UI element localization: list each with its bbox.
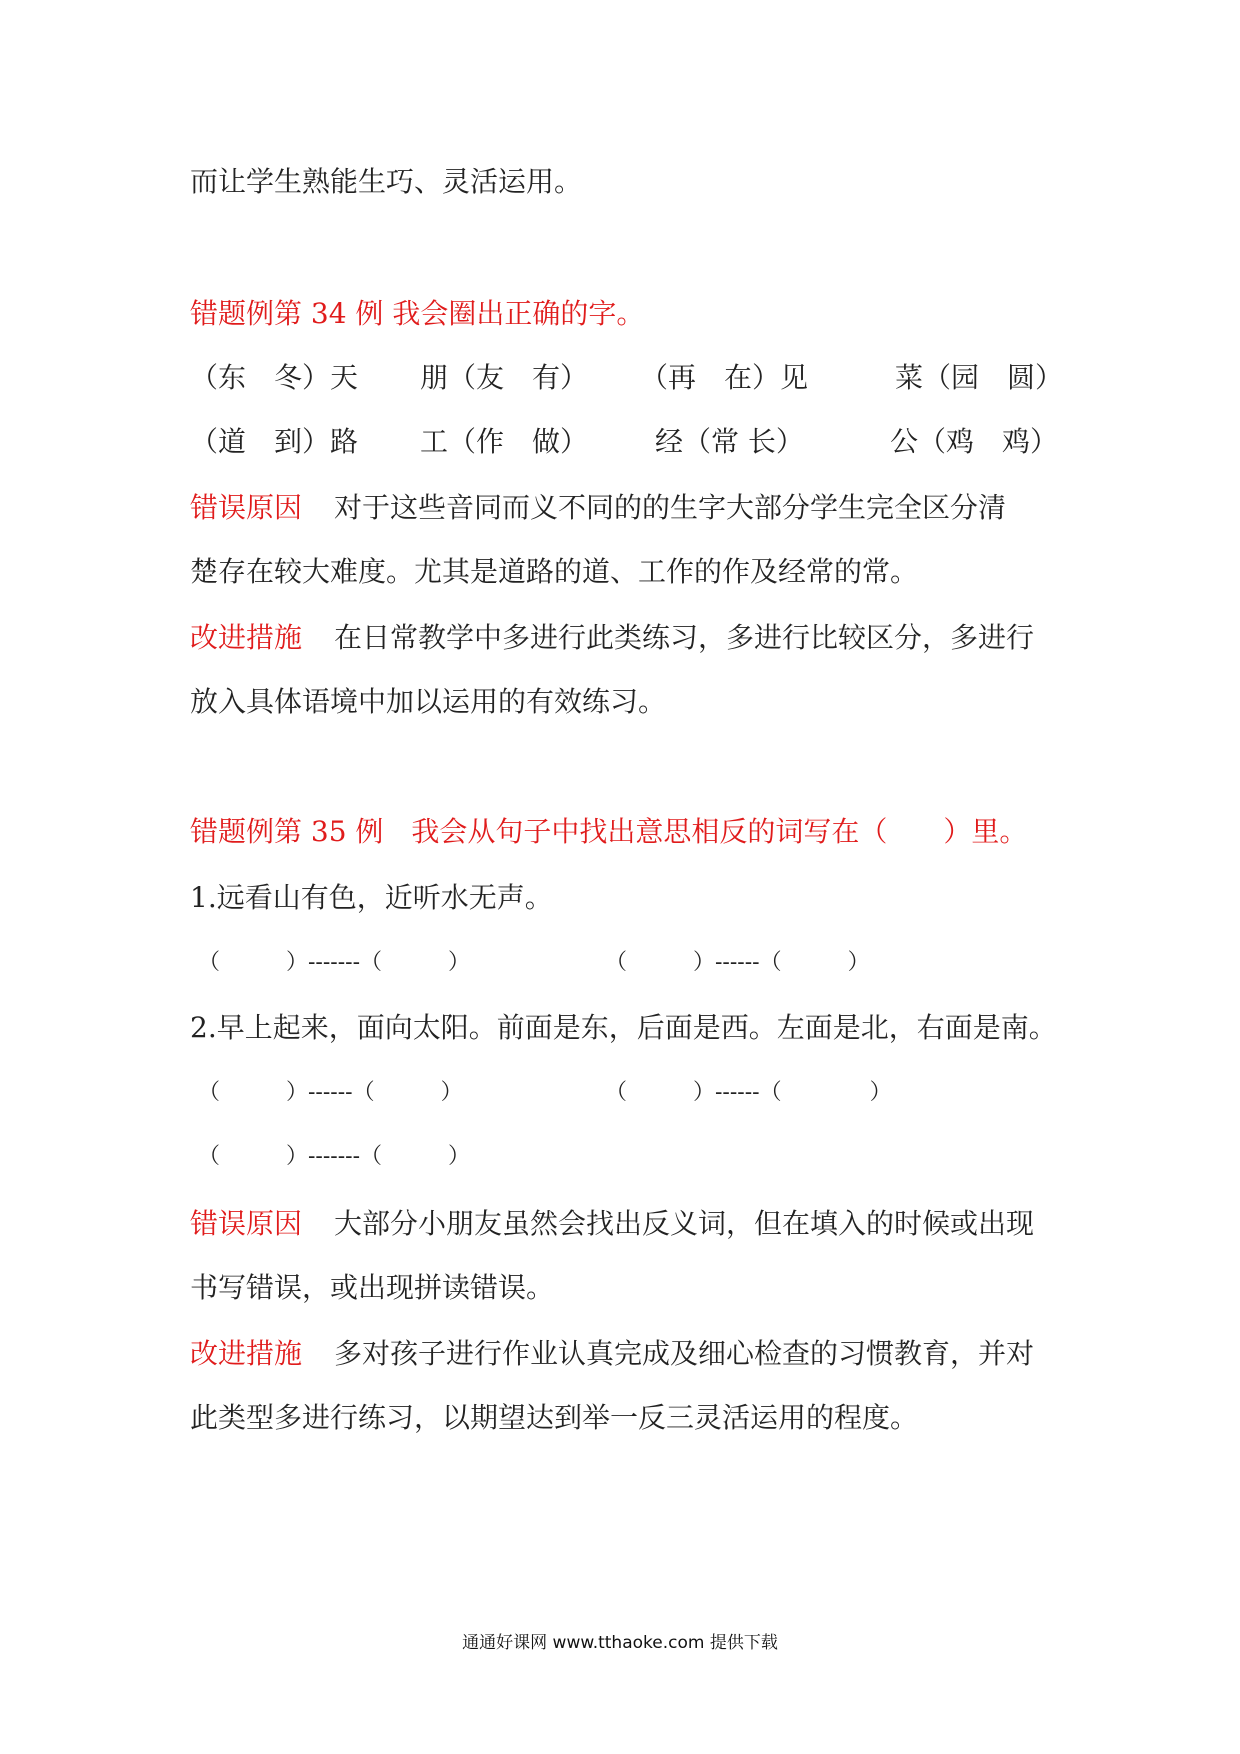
reason-35-line-1 [190,1206,1034,1242]
choice-item: （东 冬）天 [190,361,359,394]
choice-item: （道 到）路 [190,425,359,458]
intro-tail-text: 而让学生熟能生巧、灵活运用。 [190,165,583,198]
reason-label: 错误原因 [190,491,303,524]
page-footer: 通通好课网 www.tthaoke.com 提供下载 [462,1633,778,1653]
reason-label: 错误原因 [190,1207,303,1240]
reason-text: 对于这些音同而义不同的的生字大部分学生完全区分清 [334,491,1007,524]
reason-34-line-2: 楚存在较大难度。尤其是道路的道、工作的作及经常的常。 [190,555,919,588]
choice-item: 工（作 做） [420,425,589,458]
reason-35-line-2: 书写错误，或出现拼读错误。 [190,1271,555,1304]
measure-34-line-1 [190,620,1034,656]
answer-blank-pair: （ ）------（ ） [605,1080,892,1105]
measure-34-line-2: 放入具体语境中加以运用的有效练习。 [190,685,667,718]
choice-item: 经（常 长） [655,425,804,458]
reason-34-line-1 [190,490,1006,526]
answer-blank-pair: （ ）------（ ） [605,950,870,975]
measure-label: 改进措施 [190,1337,303,1370]
measure-text: 在日常教学中多进行此类练习，多进行比较区分，多进行 [334,621,1035,654]
reason-text: 大部分小朋友虽然会找出反义词，但在填入的时候或出现 [334,1207,1035,1240]
choice-item: 公（鸡 鸡） [890,425,1059,458]
choice-item: 朋（友 有） [420,361,589,394]
answer-blank-pair: （ ）-------（ ） [198,1144,471,1169]
section-35-title: 错题例第 35 例 我会从句子中找出意思相反的词写在（ ）里。 [190,815,1028,848]
measure-text: 多对孩子进行作业认真完成及细心检查的习惯教育，并对 [334,1337,1035,1370]
choice-item: 菜（园 圆） [895,361,1064,394]
question-1: 1.远看山有色，近听水无声。 [190,881,553,914]
measure-35-line-1 [190,1336,1034,1372]
answer-blank-pair: （ ）-------（ ） [198,950,471,975]
measure-label: 改进措施 [190,621,303,654]
measure-35-line-2: 此类型多进行练习，以期望达到举一反三灵活运用的程度。 [190,1401,919,1434]
answer-blank-pair: （ ）------（ ） [198,1080,463,1105]
choice-item: （再 在）见 [640,361,809,394]
question-2: 2.早上起来，面向太阳。前面是东，后面是西。左面是北，右面是南。 [190,1011,1057,1044]
section-34-title: 错题例第 34 例 我会圈出正确的字。 [190,297,645,330]
